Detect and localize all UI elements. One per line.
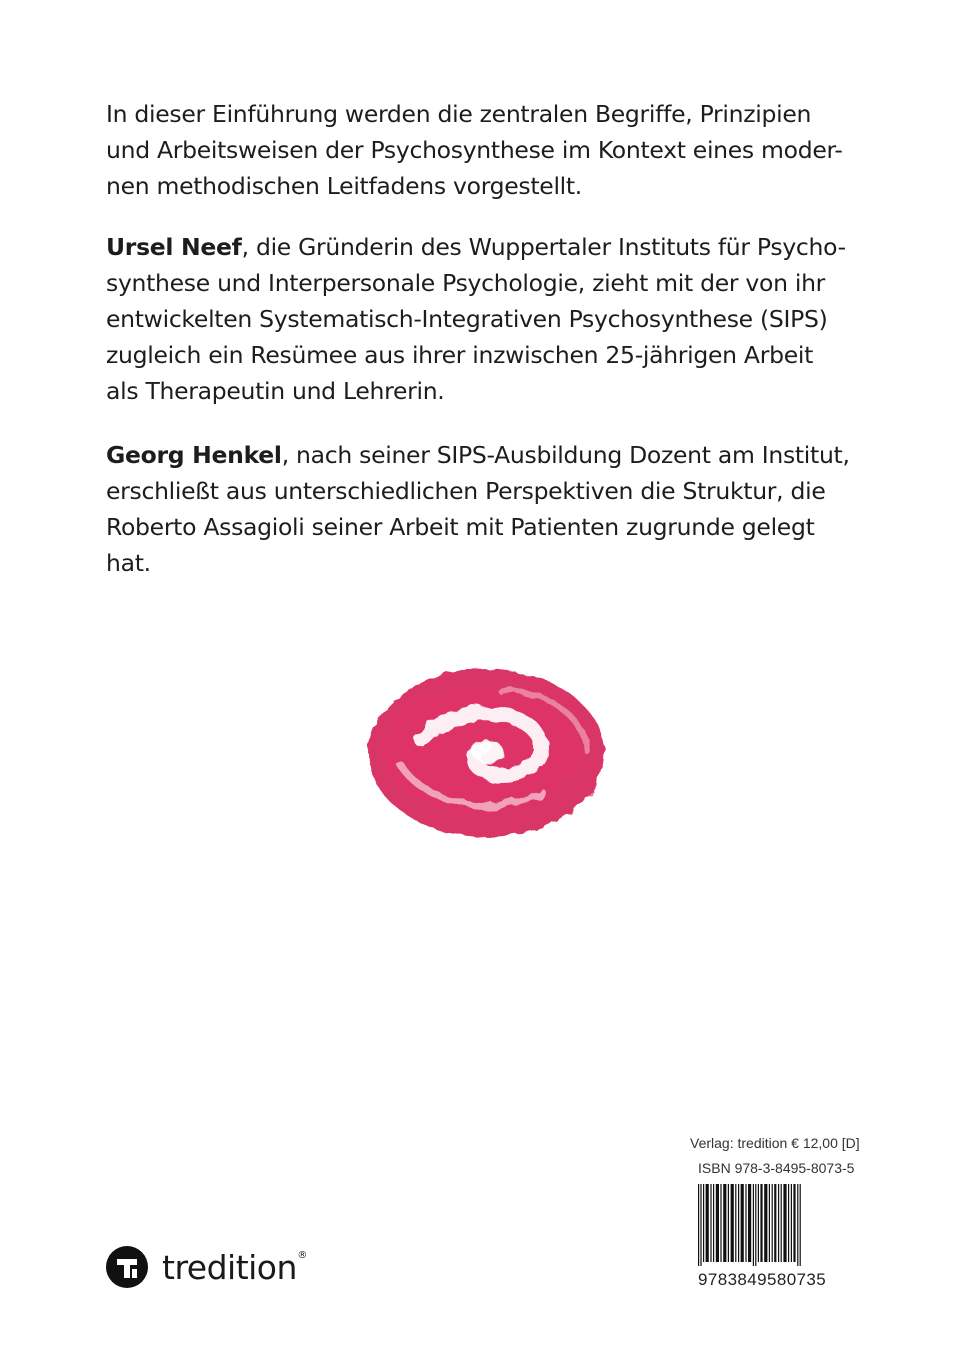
publisher-price-line: Verlag: tredition € 12,00 [D]: [690, 1135, 860, 1151]
red-swirl-icon: [352, 652, 620, 852]
author-paragraph-henkel: [106, 437, 866, 581]
text-line: Roberto Assagioli seiner Arbeit mit Patienten zugrunde gelegt: [106, 513, 815, 541]
text-line: hat.: [106, 549, 151, 577]
text-line: [106, 229, 866, 265]
isbn-line: ISBN 978-3-8495-8073-5: [698, 1160, 855, 1176]
publisher-name: [162, 1247, 307, 1287]
text-line: nen methodischen Leitfadens vorgestellt.: [106, 172, 582, 200]
text-line: zugleich ein Resümee aus ihrer inzwischen 25-jährigen Arbeit: [106, 341, 813, 369]
registered-mark: ®: [297, 1249, 307, 1261]
text-line: und Arbeitsweisen der Psychosynthese im Kontext eines moder-: [106, 136, 843, 164]
text-line: synthese und Interpersonale Psychologie, zieht mit der von ihr: [106, 269, 826, 297]
text-line: entwickelten Systematisch-Integrativen Psychosynthese (SIPS): [106, 305, 828, 333]
publisher-name-text: tredition: [162, 1247, 297, 1287]
author-name: Ursel Neef: [106, 233, 242, 261]
text-fragment: , nach seiner SIPS-Ausbildung Dozent am Institut,: [281, 441, 850, 469]
author-paragraph-neef: [106, 229, 866, 409]
tredition-logo-icon: [106, 1246, 148, 1288]
barcode-icon: [696, 1184, 852, 1266]
author-name: Georg Henkel: [106, 441, 282, 469]
text-line: als Therapeutin und Lehrerin.: [106, 377, 445, 405]
text-line: In dieser Einführung werden die zentralen Begriffe, Prinzipien: [106, 100, 812, 128]
barcode-digits: 9783849580735: [698, 1270, 827, 1289]
intro-paragraph: [106, 96, 866, 204]
text-line: erschließt aus unterschiedlichen Perspektiven die Struktur, die: [106, 477, 826, 505]
text-line: [106, 437, 866, 473]
publisher-logo: [106, 1244, 307, 1290]
text-fragment: , die Gründerin des Wuppertaler Instituts für Psycho-: [241, 233, 846, 261]
